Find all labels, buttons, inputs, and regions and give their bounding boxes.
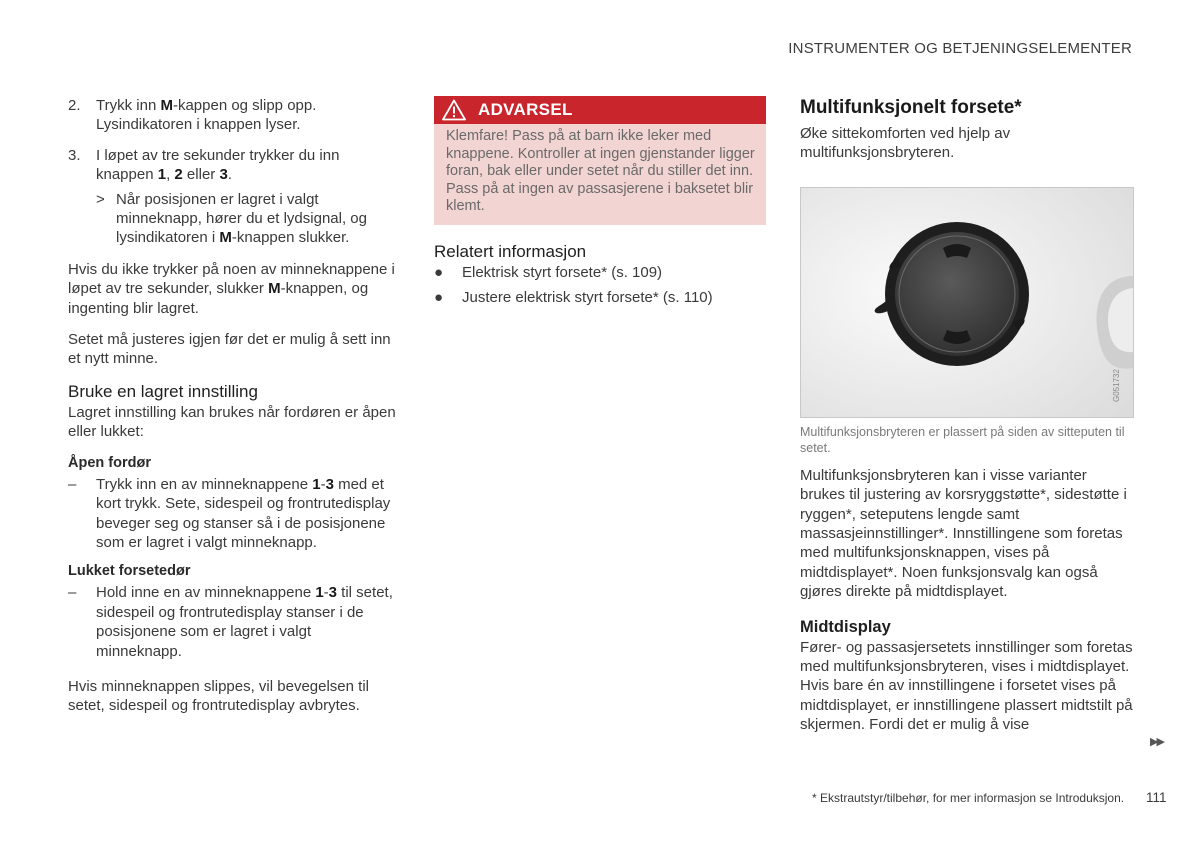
photo-caption: Multifunksjonsbryteren er plassert på siden av sitteputen til setet. bbox=[800, 424, 1125, 455]
page-number: 111 bbox=[1146, 790, 1167, 805]
text: til setet, sidespeil og frontrutedisplay stanser i de posisjonene som er lagret i valgt minneknapp. bbox=[96, 584, 393, 660]
text: Hvis du ikke trykker på noen av minneknappene i løpet av tre sekunder, slukker bbox=[68, 260, 395, 298]
text: . bbox=[227, 166, 232, 184]
bold-key: 3 bbox=[325, 475, 334, 493]
text: - bbox=[320, 475, 326, 493]
list-item bbox=[68, 583, 400, 661]
step-text bbox=[96, 146, 400, 185]
bold-key: M bbox=[160, 97, 173, 114]
multifunction-switch-illustration bbox=[801, 188, 1133, 417]
bold-key: 1 bbox=[157, 166, 167, 184]
text: eller bbox=[182, 166, 220, 184]
paragraph bbox=[68, 260, 400, 318]
step-2 bbox=[68, 96, 400, 135]
section-intro: Lagret innstilling kan brukes når fordøren er åpen eller lukket: bbox=[68, 403, 396, 441]
paragraph: Hvis minneknappen slippes, vil bevegelsen til setet, sidespeil og frontrutedisplay avbrytes. bbox=[68, 677, 369, 715]
bold-key: 3 bbox=[219, 166, 228, 184]
subsection-heading: Midtdisplay bbox=[800, 617, 891, 636]
text: med et kort trykk. Sete, sidespeil og frontrutedisplay beveger seg og stanser så i de posisjonene som er lagret i valgt minneknapp. bbox=[96, 475, 391, 551]
step-text bbox=[96, 96, 400, 135]
text: -knappen, og ingenting blir lagret. bbox=[68, 280, 369, 317]
section-intro: Øke sittekomforten ved hjelp av multifunksjonsbryteren. bbox=[800, 125, 1011, 162]
item-text bbox=[96, 475, 400, 553]
text: , bbox=[166, 166, 175, 184]
warning-header bbox=[434, 96, 766, 124]
related-link[interactable] bbox=[434, 263, 766, 282]
list-item bbox=[68, 475, 400, 553]
text: Når posisjonen er lagret i valgt minneknapp, hører du et lydsignal, og lysindikatoren i bbox=[116, 190, 367, 247]
paragraph: Setet må justeres igjen før det er mulig å sett inn et nytt minne. bbox=[68, 331, 391, 368]
text: I løpet av tre sekunder trykker du inn knappen bbox=[96, 146, 340, 184]
step-result bbox=[96, 190, 400, 248]
item-text bbox=[96, 583, 400, 661]
dash-mark: – bbox=[68, 584, 77, 602]
footnote: * Ekstrautstyr/tilbehør, for mer informasjon se Introduksjon. bbox=[812, 791, 1125, 805]
subheading-closed-door: Lukket forsetedør bbox=[68, 563, 191, 580]
warning-triangle-icon bbox=[442, 99, 466, 121]
step-number: 3. bbox=[68, 146, 81, 164]
related-link[interactable] bbox=[434, 288, 766, 307]
bold-key: 1 bbox=[315, 584, 324, 602]
text: Hold inne en av minneknappene bbox=[96, 584, 316, 602]
text: Trykk inn bbox=[96, 97, 161, 114]
photo-code: G051732 bbox=[1112, 368, 1121, 402]
column-left bbox=[68, 96, 400, 728]
dash-mark: – bbox=[68, 475, 77, 493]
text: -kappen og slipp opp. Lysindikatoren i knappen lyser. bbox=[96, 97, 317, 134]
step-number: 2. bbox=[68, 97, 81, 114]
text: -knappen slukker. bbox=[231, 229, 350, 247]
bold-key: M bbox=[268, 280, 281, 298]
bullet-icon: ● bbox=[434, 288, 444, 306]
section-heading: Bruke en lagret innstilling bbox=[68, 381, 258, 401]
step-3 bbox=[68, 146, 400, 185]
warning-title: ADVARSEL bbox=[478, 100, 573, 119]
paragraph: Multifunksjonsbryteren kan i visse varianter brukes til justering av korsryggstøtte*, sidestøtte i ryggen*, seteputens lengde samt massasjeinnstillinger*. Innstillingene som foretas med multifunksjonsknappen, vises på midtdisplayet*. Noen funksjonsvalg kan også gjøres direkte på midtdisplayet. bbox=[800, 466, 1127, 601]
running-header: INSTRUMENTER OG BETJENINGSELEMENTER bbox=[788, 40, 1132, 57]
related-link-text[interactable]: Justere elektrisk styrt forsete* (s. 110) bbox=[462, 288, 713, 306]
bold-key: 1 bbox=[312, 475, 321, 493]
bold-key: M bbox=[219, 229, 232, 247]
related-link-text[interactable]: Elektrisk styrt forsete* (s. 109) bbox=[462, 263, 663, 281]
result-mark: > bbox=[96, 190, 105, 208]
bold-key: 2 bbox=[174, 166, 183, 184]
column-middle bbox=[434, 96, 766, 313]
multifunction-switch-photo bbox=[800, 187, 1134, 418]
continue-arrows-icon: ▶▶ bbox=[1150, 736, 1163, 748]
paragraph: Fører- og passasjersetets innstillinger som foretas med multifunksjonsbryteren, vises i midtdisplayet. Hvis bare én av innstillingene i forsetet vises på midtdisplayet, er innstillingene plassert midtstilt på skjermen. Fordi det er mulig å vise bbox=[800, 638, 1133, 734]
bold-key: 3 bbox=[328, 584, 338, 602]
related-heading: Relatert informasjon bbox=[434, 241, 587, 261]
text: - bbox=[323, 584, 329, 602]
result-text bbox=[116, 190, 400, 248]
subheading-open-door: Åpen fordør bbox=[68, 454, 151, 471]
bullet-icon: ● bbox=[434, 263, 444, 281]
warning-box bbox=[434, 96, 766, 225]
text: Trykk inn en av minneknappene bbox=[96, 475, 313, 493]
warning-text: Klemfare! Pass på at barn ikke leker med knappene. Kontroller at ingen gjenstander ligger foran, bak eller under setet når du stiller det inn. Pass på at ingen av passasjerene i baksetet blir klemt. bbox=[434, 124, 766, 225]
section-title: Multifunksjonelt forsete* bbox=[800, 97, 1022, 118]
column-right bbox=[800, 96, 1134, 747]
